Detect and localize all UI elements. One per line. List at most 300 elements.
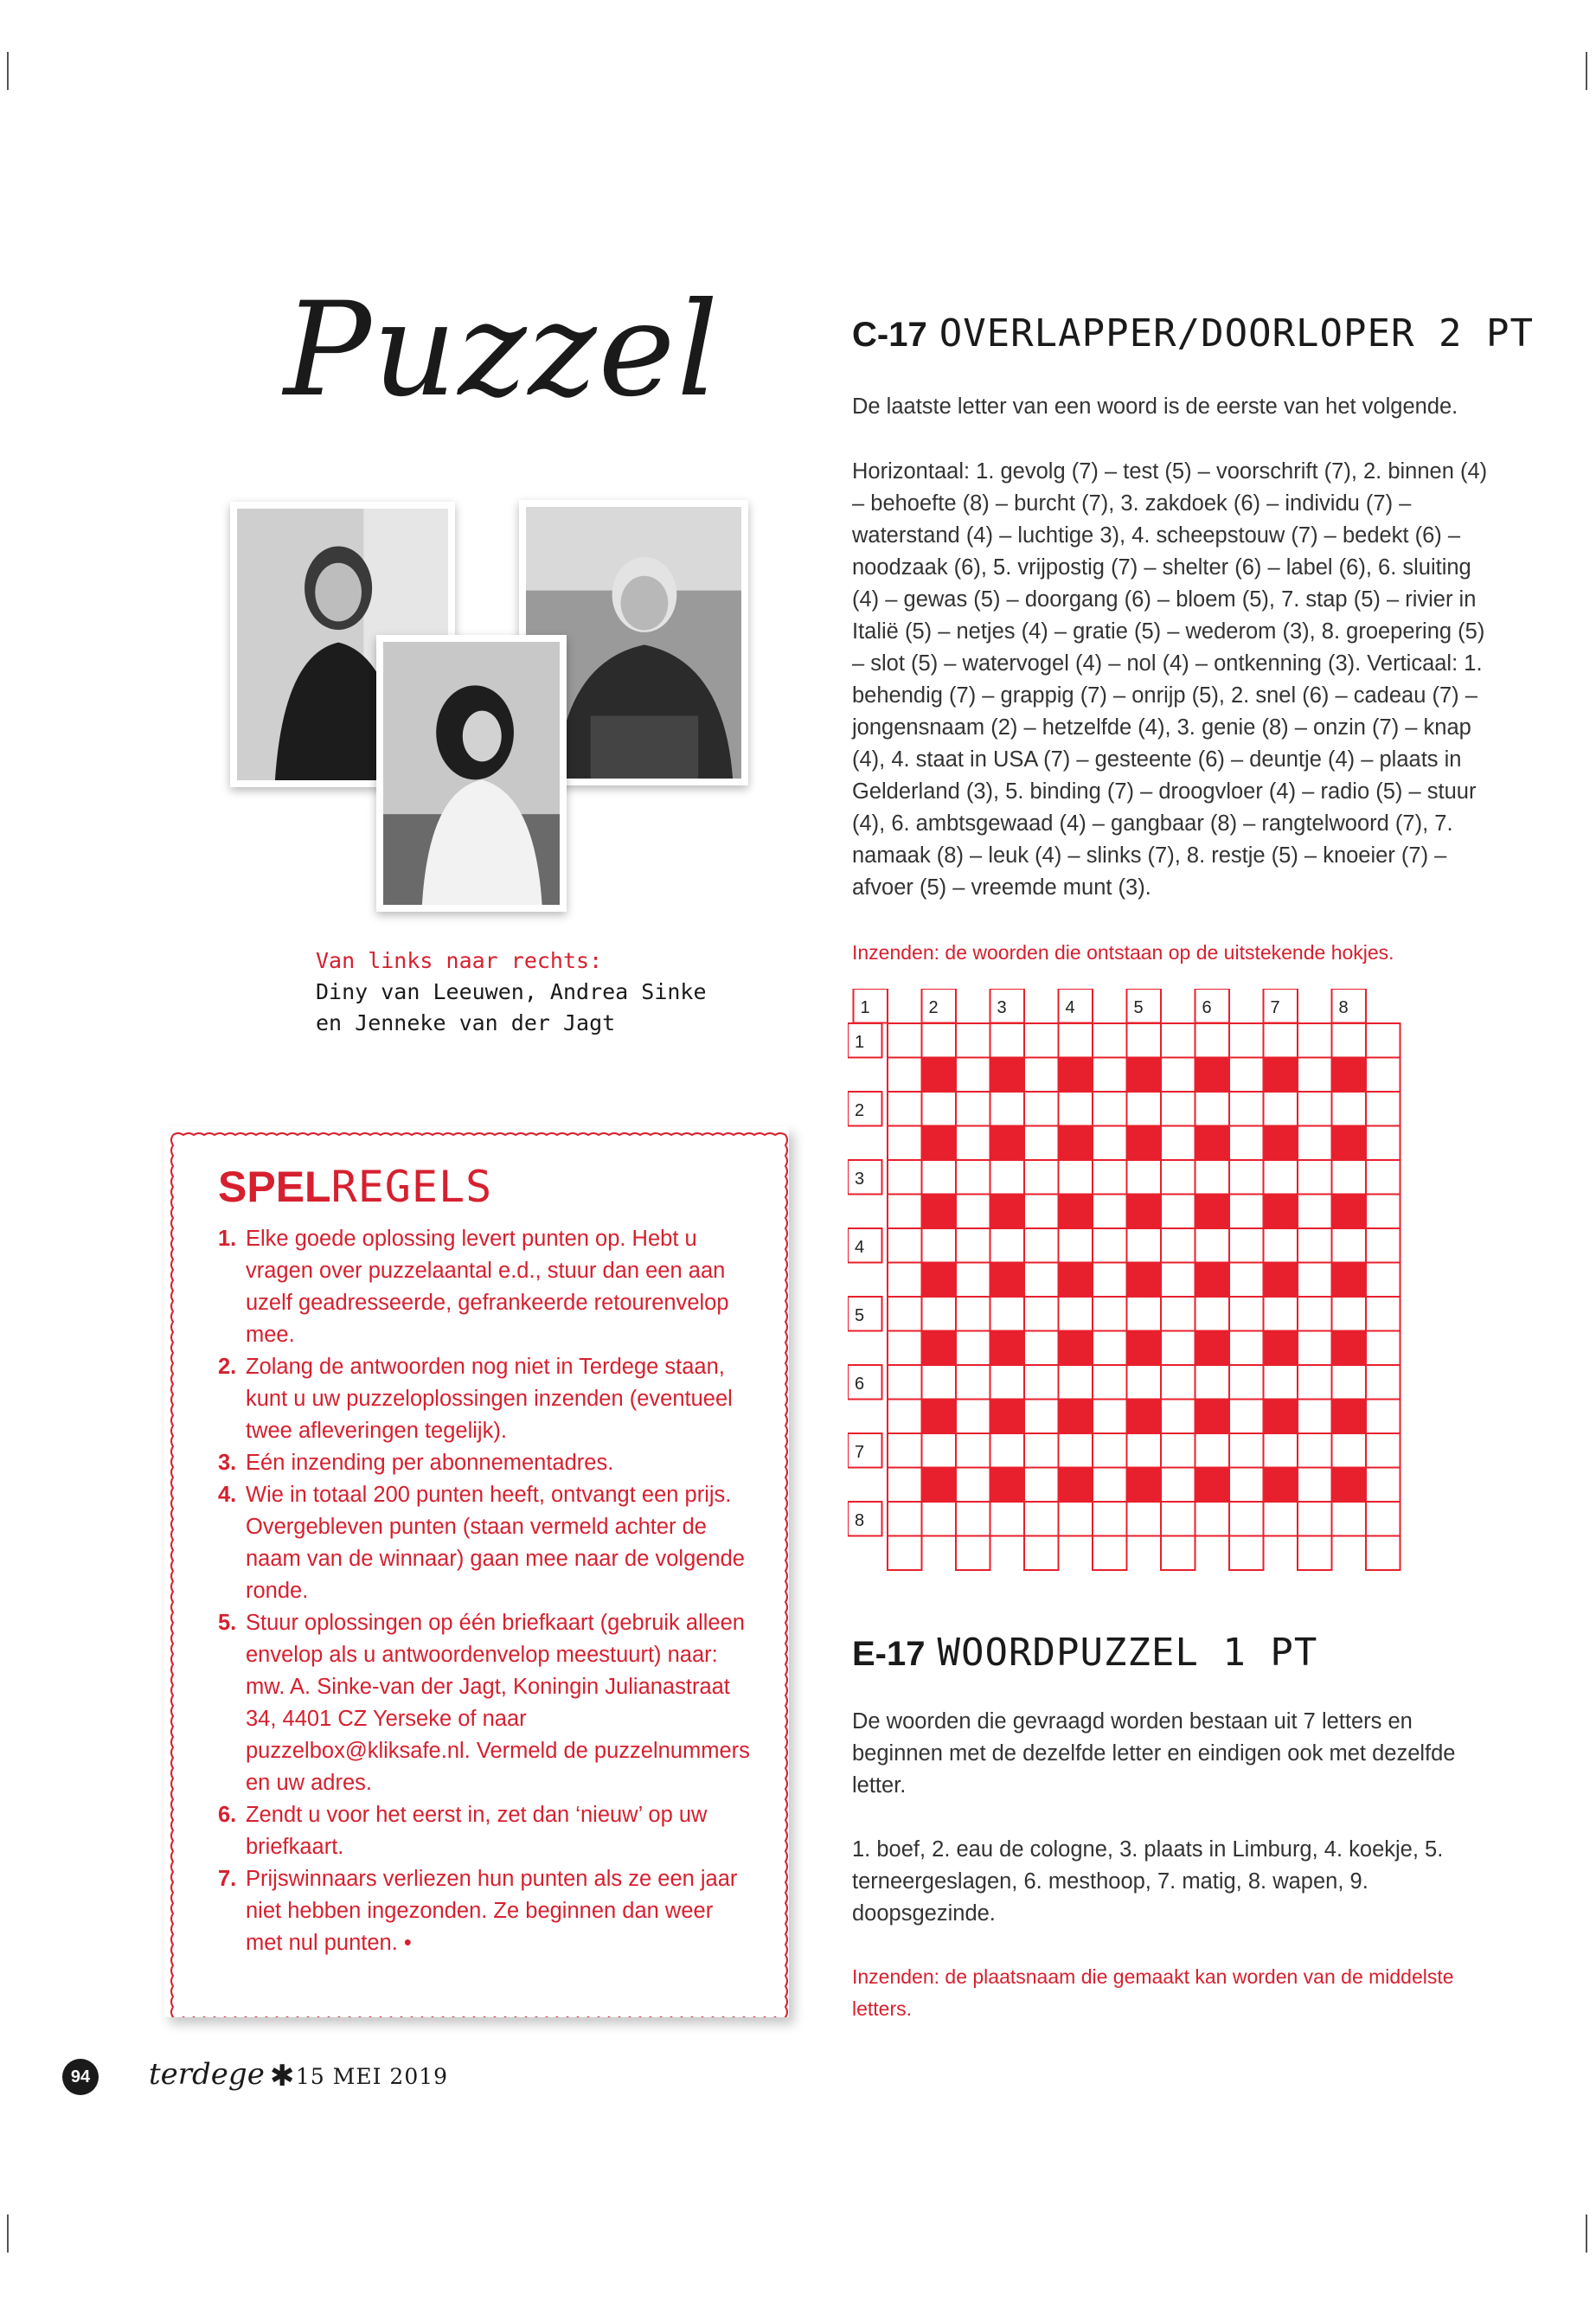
black-cell xyxy=(990,1195,1025,1229)
black-cell xyxy=(1264,1126,1298,1161)
grid-cell xyxy=(990,1433,1025,1468)
row-number: 2 xyxy=(855,1101,865,1120)
column-number: 3 xyxy=(997,998,1007,1017)
black-cell xyxy=(1195,1400,1230,1434)
grid-cell xyxy=(1298,1126,1332,1161)
grid-cell xyxy=(1161,1058,1195,1093)
grid-cell xyxy=(1093,1092,1127,1126)
black-cell xyxy=(1332,1263,1367,1298)
grid-cell xyxy=(956,1331,990,1366)
black-cell xyxy=(990,1058,1025,1093)
column-number-cell xyxy=(1195,989,1230,1023)
grid-cell xyxy=(1161,1297,1195,1331)
column-number: 6 xyxy=(1202,998,1212,1017)
grid-cell xyxy=(1059,1092,1093,1126)
grid-cell xyxy=(1024,1195,1059,1229)
c17-name: OVERLAPPER/DOORLOPER 2 PT xyxy=(939,311,1534,356)
grid-cell xyxy=(1229,1400,1264,1434)
grid-cell xyxy=(956,1502,990,1536)
grid-cell xyxy=(1127,1365,1162,1400)
rule-text: Eén inzending per abonnementadres. xyxy=(246,1451,614,1475)
c17-heading xyxy=(852,311,1534,356)
c17-code: C-17 xyxy=(852,316,927,354)
row-number: 6 xyxy=(855,1375,865,1394)
grid-cell xyxy=(1298,1433,1332,1468)
overflow-cell xyxy=(1229,1536,1264,1571)
grid-cell xyxy=(888,1400,922,1434)
grid-cell xyxy=(1127,1433,1162,1468)
grid-cell xyxy=(1298,1058,1332,1093)
black-cell xyxy=(922,1126,957,1161)
grid-cell xyxy=(1024,1058,1059,1093)
row-number: 3 xyxy=(855,1170,865,1189)
caption-lead: Van links naar rechts: xyxy=(316,948,603,973)
grid-cell xyxy=(1229,1365,1264,1400)
rule-text: Elke goede oplossing levert punten op. Hebt u vragen over puzzelaantal e.d., stuur dan een aan uzelf geadresseerde, gefrankeerde retourenvelop mee. xyxy=(246,1227,729,1347)
rules-box xyxy=(164,1126,789,2017)
grid-cell xyxy=(1059,1502,1093,1536)
grid-cell xyxy=(1093,1263,1127,1298)
grid-cell xyxy=(1264,1228,1298,1263)
star-icon: ✱ xyxy=(270,2060,295,2093)
grid-cell xyxy=(1127,1160,1162,1195)
grid-cell xyxy=(1298,1400,1332,1434)
grid-cell xyxy=(1229,1023,1264,1058)
black-cell xyxy=(1127,1195,1162,1229)
black-cell xyxy=(1059,1195,1093,1229)
grid-cell xyxy=(1093,1195,1127,1229)
grid-cell xyxy=(888,1228,922,1263)
column-number-cell xyxy=(1332,989,1367,1023)
grid-cell xyxy=(1332,1023,1367,1058)
grid-cell xyxy=(956,1092,990,1126)
row-number-cell xyxy=(848,1092,882,1126)
grid-cell xyxy=(1366,1160,1401,1195)
black-cell xyxy=(990,1126,1025,1161)
grid-cell xyxy=(1332,1365,1367,1400)
column-number-cell xyxy=(922,989,957,1023)
grid-cell xyxy=(922,1433,957,1468)
column-number: 7 xyxy=(1270,998,1280,1017)
black-cell xyxy=(1127,1331,1162,1366)
grid-cell xyxy=(1024,1331,1059,1366)
grid-cell xyxy=(956,1195,990,1229)
overflow-cell xyxy=(1093,1536,1127,1571)
grid-cell xyxy=(1024,1502,1059,1536)
grid-cell xyxy=(1366,1331,1401,1366)
grid-cell xyxy=(1264,1365,1298,1400)
rule-number: 6. xyxy=(218,1803,237,1827)
grid-cell xyxy=(956,1365,990,1400)
grid-cell xyxy=(1264,1433,1298,1468)
column-number: 8 xyxy=(1338,998,1349,1017)
black-cell xyxy=(1264,1195,1298,1229)
grid-cell xyxy=(1161,1092,1195,1126)
grid-cell xyxy=(888,1023,922,1058)
row-number-cell xyxy=(848,1365,882,1400)
grid-cell xyxy=(1229,1331,1264,1366)
c17-clues: Horizontaal: 1. gevolg (7) – test (5) – voorschrift (7), 2. binnen (4) – behoefte (8) – burcht (7), 3. zakdoek (6) – individu (7) – waterstand (4) – luchtige 3), 4. scheepstouw (7) – bedekt (6) – noodzaak (6), 5. vrijpostig (7) – shelter (6) – label (6), 6. sluiting (4) – gewas (5) – doorgang (6) – bloem (5), 7. stap (5) – rivier in Italië (5) – netjes (4) – gratie (5) – wederom (3), 8. groepering (5) – slot (5) – watervogel (4) – nol (4) – ontkenning (3). Verticaal: 1. behendig (7) – grappig (7) – onrijp (5), 2. snel (6) – cadeau (7) – jongensnaam (2) – hetzelfde (4), 3. genie (8) – onzin (7) – knap (4), 4. staat in USA (7) – gesteente (6) – deuntje (4) – plaats in Gelderland (3), 5. binding (7) – droogvloer (4) – radio (5) – stuur (4), 6. ambtsgewaad (4) – gangbaar (8) – rangtelwoord (7), 7. namaak (8) – leuk (4) – slinks (7), 8. restje (5) – knoeier (7) – afvoer (5) – vreemde munt (3). xyxy=(852,459,1488,900)
black-cell xyxy=(1195,1058,1230,1093)
black-cell xyxy=(1195,1263,1230,1298)
grid-cell xyxy=(1024,1297,1059,1331)
grid-cell xyxy=(888,1195,922,1229)
grid-cell xyxy=(1229,1228,1264,1263)
grid-cell xyxy=(1161,1228,1195,1263)
grid-cell xyxy=(956,1126,990,1161)
column-number-cell xyxy=(990,989,1025,1023)
grid-cell xyxy=(1093,1023,1127,1058)
column-number: 1 xyxy=(860,998,870,1017)
column-number-cell xyxy=(1127,989,1162,1023)
rule-number: 1. xyxy=(218,1227,237,1251)
rule-number: 3. xyxy=(218,1451,237,1475)
grid-cell xyxy=(888,1468,922,1503)
c17-note: Inzenden: de woorden die ontstaan op de uitstekende hokjes. xyxy=(852,941,1394,964)
grid-cell xyxy=(1024,1400,1059,1434)
rule-item xyxy=(218,1863,754,1959)
grid-cell xyxy=(1093,1433,1127,1468)
row-number-cell xyxy=(848,1502,882,1536)
row-number: 1 xyxy=(855,1033,865,1052)
black-cell xyxy=(922,1331,957,1366)
e17-note: Inzenden: de plaatsnaam die gemaakt kan worden van de middelste letters. xyxy=(852,1965,1454,2020)
grid-cell xyxy=(1093,1502,1127,1536)
black-cell xyxy=(990,1400,1025,1434)
grid-cell xyxy=(1161,1263,1195,1298)
black-cell xyxy=(1127,1400,1162,1434)
brand-logo: terdege xyxy=(149,2057,265,2092)
grid-cell xyxy=(888,1263,922,1298)
column-number: 2 xyxy=(928,998,939,1017)
e17-code: E-17 xyxy=(852,1635,926,1673)
grid-cell xyxy=(1298,1468,1332,1503)
grid-cell xyxy=(1229,1433,1264,1468)
rule-number: 7. xyxy=(218,1867,237,1891)
rule-item xyxy=(218,1479,754,1607)
grid-cell xyxy=(1229,1160,1264,1195)
e17-name: WOORDPUZZEL 1 PT xyxy=(937,1631,1318,1675)
grid-cell xyxy=(888,1433,922,1468)
grid-cell xyxy=(1024,1023,1059,1058)
grid-cell xyxy=(1127,1502,1162,1536)
black-cell xyxy=(1332,1126,1367,1161)
grid-cell xyxy=(1093,1468,1127,1503)
overflow-cell xyxy=(1366,1536,1401,1571)
black-cell xyxy=(1332,1058,1367,1093)
grid-cell xyxy=(1366,1263,1401,1298)
black-cell xyxy=(1264,1468,1298,1503)
black-cell xyxy=(1059,1468,1093,1503)
black-cell xyxy=(1195,1331,1230,1366)
grid-cell xyxy=(1298,1228,1332,1263)
grid-cell xyxy=(990,1502,1025,1536)
black-cell xyxy=(1059,1331,1093,1366)
grid-svg xyxy=(848,989,1453,1594)
grid-cell xyxy=(956,1023,990,1058)
portrait-image xyxy=(383,642,560,905)
grid-cell xyxy=(888,1331,922,1366)
grid-cell xyxy=(1161,1126,1195,1161)
rule-item xyxy=(218,1223,754,1351)
crop-mark xyxy=(7,52,9,90)
grid-cell xyxy=(1127,1297,1162,1331)
e17-intro: De woorden die gevraagd worden bestaan uit 7 letters en beginnen met de dezelfde letter en eindigen ook met dezelfde letter. xyxy=(852,1709,1456,1798)
grid-cell xyxy=(888,1058,922,1093)
grid-cell xyxy=(990,1228,1025,1263)
black-cell xyxy=(1332,1468,1367,1503)
grid-cell xyxy=(1059,1023,1093,1058)
grid-cell xyxy=(1024,1126,1059,1161)
grid-cell xyxy=(1229,1126,1264,1161)
grid-cell xyxy=(1161,1468,1195,1503)
black-cell xyxy=(1264,1331,1298,1366)
rules-title xyxy=(218,1161,492,1213)
e17-heading xyxy=(852,1631,1317,1675)
grid-cell xyxy=(1195,1433,1230,1468)
grid-cell xyxy=(1229,1195,1264,1229)
grid-cell xyxy=(1093,1331,1127,1366)
grid-cell xyxy=(1195,1092,1230,1126)
crossword-grid xyxy=(848,989,1453,1594)
black-cell xyxy=(1332,1195,1367,1229)
black-cell xyxy=(1127,1468,1162,1503)
photo-center xyxy=(376,635,567,912)
grid-cell xyxy=(922,1502,957,1536)
grid-cell xyxy=(1298,1502,1332,1536)
rules-title-thin: REGELS xyxy=(330,1162,493,1212)
grid-cell xyxy=(1195,1023,1230,1058)
grid-cell xyxy=(888,1092,922,1126)
grid-cell xyxy=(1366,1092,1401,1126)
overflow-cell xyxy=(888,1536,922,1571)
rule-item xyxy=(218,1447,754,1479)
grid-cell xyxy=(888,1126,922,1161)
grid-cell xyxy=(1264,1092,1298,1126)
crop-mark xyxy=(1586,2214,1587,2253)
black-cell xyxy=(1059,1263,1093,1298)
grid-cell xyxy=(1298,1365,1332,1400)
grid-cell xyxy=(1093,1365,1127,1400)
black-cell xyxy=(922,1263,957,1298)
rule-text: Prijswinnaars verliezen hun punten als ze een jaar niet hebben ingezonden. Ze beginnen dan weer met nul punten. • xyxy=(246,1867,738,1955)
grid-cell xyxy=(1229,1502,1264,1536)
row-number-cell xyxy=(848,1297,882,1331)
grid-cell xyxy=(1024,1228,1059,1263)
grid-cell xyxy=(1093,1160,1127,1195)
black-cell xyxy=(1195,1195,1230,1229)
black-cell xyxy=(990,1331,1025,1366)
black-cell xyxy=(1264,1263,1298,1298)
grid-cell xyxy=(1024,1468,1059,1503)
grid-cell xyxy=(1195,1502,1230,1536)
grid-cell xyxy=(1366,1433,1401,1468)
rule-number: 2. xyxy=(218,1355,237,1379)
black-cell xyxy=(1264,1058,1298,1093)
grid-cell xyxy=(1229,1092,1264,1126)
grid-cell xyxy=(1161,1433,1195,1468)
black-cell xyxy=(922,1468,957,1503)
overflow-cell xyxy=(956,1536,990,1571)
grid-cell xyxy=(1161,1400,1195,1434)
grid-cell xyxy=(990,1023,1025,1058)
grid-cell xyxy=(1229,1468,1264,1503)
grid-cell xyxy=(1059,1160,1093,1195)
grid-cell xyxy=(1264,1502,1298,1536)
row-number: 8 xyxy=(855,1511,865,1530)
grid-cell xyxy=(922,1228,957,1263)
grid-cell xyxy=(1059,1297,1093,1331)
grid-cell xyxy=(1195,1365,1230,1400)
row-number-cell xyxy=(848,1433,882,1468)
grid-cell xyxy=(956,1058,990,1093)
grid-cell xyxy=(922,1092,957,1126)
grid-cell xyxy=(1366,1365,1401,1400)
rules-title-bold: SPEL xyxy=(218,1163,331,1211)
row-number-cell xyxy=(848,1023,882,1058)
grid-cell xyxy=(990,1092,1025,1126)
grid-cell xyxy=(1195,1228,1230,1263)
grid-cell xyxy=(1332,1297,1367,1331)
grid-cell xyxy=(1366,1126,1401,1161)
grid-cell xyxy=(1127,1023,1162,1058)
column-number-cell xyxy=(854,989,888,1023)
black-cell xyxy=(1264,1400,1298,1434)
photo-caption xyxy=(316,945,714,1039)
grid-cell xyxy=(1298,1023,1332,1058)
grid-cell xyxy=(990,1365,1025,1400)
grid-cell xyxy=(1264,1297,1298,1331)
grid-cell xyxy=(1332,1160,1367,1195)
grid-cell xyxy=(1024,1433,1059,1468)
black-cell xyxy=(1127,1263,1162,1298)
black-cell xyxy=(1059,1058,1093,1093)
rule-number: 4. xyxy=(218,1483,237,1507)
rule-number: 5. xyxy=(218,1611,237,1635)
grid-cell xyxy=(1298,1092,1332,1126)
grid-cell xyxy=(1332,1502,1367,1536)
grid-cell xyxy=(1366,1297,1401,1331)
row-number: 4 xyxy=(855,1238,865,1257)
grid-cell xyxy=(1161,1195,1195,1229)
black-cell xyxy=(990,1468,1025,1503)
grid-cell xyxy=(1024,1365,1059,1400)
grid-cell xyxy=(1264,1023,1298,1058)
grid-cell xyxy=(888,1365,922,1400)
grid-cell xyxy=(956,1228,990,1263)
grid-cell xyxy=(1298,1195,1332,1229)
grid-cell xyxy=(1298,1263,1332,1298)
rule-text: Stuur oplossingen op één briefkaart (gebruik alleen envelop als u antwoordenvelop meestuurt) naar: mw. A. Sinke-van der Jagt, Koningin Julianastraat 34, 4401 CZ Yerseke of naar puzzelbox@kliksafe.nl. Vermeld de puzzelnummers en uw adres. xyxy=(246,1611,750,1795)
grid-cell xyxy=(1024,1263,1059,1298)
caption-names: Diny van Leeuwen, Andrea Sinke en Jenneke van der Jagt xyxy=(316,979,707,1035)
grid-cell xyxy=(1127,1228,1162,1263)
rule-item xyxy=(218,1351,754,1447)
row-number: 7 xyxy=(855,1443,865,1462)
rule-text: Wie in totaal 200 punten heeft, ontvangt een prijs. Overgebleven punten (staan vermeld achter de naam van de winnaar) gaan mee naar de volgende ronde. xyxy=(246,1483,745,1603)
grid-cell xyxy=(1366,1502,1401,1536)
grid-cell xyxy=(1366,1400,1401,1434)
rules-list xyxy=(218,1223,754,1959)
grid-cell xyxy=(1229,1058,1264,1093)
grid-cell xyxy=(1298,1160,1332,1195)
grid-cell xyxy=(1195,1160,1230,1195)
grid-cell xyxy=(888,1160,922,1195)
grid-cell xyxy=(1229,1263,1264,1298)
c17-intro: De laatste letter van een woord is de eerste van het volgende. xyxy=(852,394,1458,419)
column-number: 5 xyxy=(1133,998,1144,1017)
overflow-cell xyxy=(1024,1536,1059,1571)
grid-cell xyxy=(1195,1297,1230,1331)
grid-cell xyxy=(922,1023,957,1058)
black-cell xyxy=(990,1263,1025,1298)
black-cell xyxy=(1127,1126,1162,1161)
page-number: 94 xyxy=(62,2059,99,2095)
grid-cell xyxy=(1059,1228,1093,1263)
grid-cell xyxy=(1059,1433,1093,1468)
grid-cell xyxy=(1332,1092,1367,1126)
grid-cell xyxy=(1127,1092,1162,1126)
black-cell xyxy=(922,1058,957,1093)
black-cell xyxy=(1332,1331,1367,1366)
black-cell xyxy=(1059,1400,1093,1434)
grid-cell xyxy=(956,1400,990,1434)
crop-mark xyxy=(7,2214,9,2253)
grid-cell xyxy=(990,1160,1025,1195)
grid-cell xyxy=(1093,1297,1127,1331)
grid-cell xyxy=(1332,1228,1367,1263)
issue-date: 15 MEI 2019 xyxy=(296,2064,449,2089)
grid-cell xyxy=(956,1160,990,1195)
grid-cell xyxy=(956,1297,990,1331)
grid-cell xyxy=(1093,1126,1127,1161)
black-cell xyxy=(1127,1058,1162,1093)
overflow-cell xyxy=(1298,1536,1332,1571)
grid-cell xyxy=(1332,1433,1367,1468)
grid-cell xyxy=(1298,1331,1332,1366)
grid-cell xyxy=(1298,1297,1332,1331)
grid-cell xyxy=(990,1297,1025,1331)
grid-cell xyxy=(888,1502,922,1536)
grid-cell xyxy=(1161,1023,1195,1058)
row-number-cell xyxy=(848,1228,882,1263)
grid-cell xyxy=(922,1160,957,1195)
grid-cell xyxy=(1059,1365,1093,1400)
grid-cell xyxy=(1366,1228,1401,1263)
grid-cell xyxy=(922,1297,957,1331)
black-cell xyxy=(922,1195,957,1229)
rule-item xyxy=(218,1607,754,1799)
black-cell xyxy=(1195,1126,1230,1161)
black-cell xyxy=(1332,1400,1367,1434)
rule-item xyxy=(218,1799,754,1863)
column-number-cell xyxy=(1264,989,1298,1023)
rule-text: Zolang de antwoorden nog niet in Terdege staan, kunt u uw puzzeloplossingen inzenden (eventueel twee afleveringen tegelijk). xyxy=(246,1355,733,1443)
row-number-cell xyxy=(848,1160,882,1195)
grid-cell xyxy=(956,1263,990,1298)
black-cell xyxy=(922,1400,957,1434)
e17-clues: 1. boef, 2. eau de cologne, 3. plaats in Limburg, 4. koekje, 5. terneergeslagen, 6. mesthoop, 7. matig, 8. wapen, 9. doopsgezinde. xyxy=(852,1837,1444,1926)
grid-cell xyxy=(1229,1297,1264,1331)
grid-cell xyxy=(1093,1058,1127,1093)
column-number-cell xyxy=(1059,989,1093,1023)
grid-cell xyxy=(956,1468,990,1503)
grid-cell xyxy=(922,1365,957,1400)
grid-cell xyxy=(956,1433,990,1468)
grid-cell xyxy=(1161,1160,1195,1195)
overflow-cell xyxy=(1161,1536,1195,1571)
grid-cell xyxy=(1264,1160,1298,1195)
